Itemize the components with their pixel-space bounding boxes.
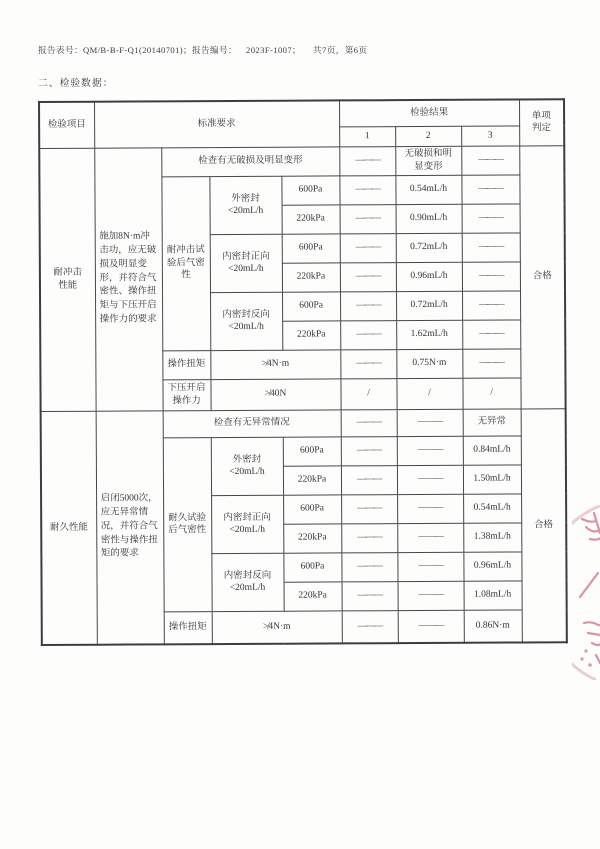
result-3: ——— bbox=[462, 348, 520, 377]
result-3: 0.86N·m bbox=[464, 609, 522, 642]
result-1: ——— bbox=[340, 291, 396, 320]
impact-check-result-2: 无破损和明显变形 bbox=[395, 146, 461, 175]
result-1: ——— bbox=[340, 204, 396, 233]
result-3: ——— bbox=[462, 203, 520, 232]
result-1: ——— bbox=[340, 320, 396, 349]
result-1: ——— bbox=[341, 552, 397, 581]
result-2: 0.72mL/h bbox=[396, 233, 462, 262]
result-3: 0.84mL/h bbox=[463, 435, 521, 464]
table-row bbox=[39, 145, 564, 177]
result-2: 0.96mL/h bbox=[396, 262, 462, 291]
result-2: ——— bbox=[397, 552, 463, 581]
result-3: 1.08mL/h bbox=[464, 580, 522, 609]
result-2: 0.90mL/h bbox=[396, 204, 462, 233]
result-3: 1.50mL/h bbox=[463, 464, 521, 493]
result-3: 0.54mL/h bbox=[463, 493, 521, 522]
header-inspection-item: 检验项目 bbox=[39, 102, 94, 148]
result-3: 1.38mL/h bbox=[463, 522, 521, 551]
durability-check-label: 检查有无异常情况 bbox=[163, 409, 341, 437]
durability-judgment: 合格 bbox=[521, 408, 567, 642]
durability-airtightness-label: 耐久试验后气密性 bbox=[163, 437, 212, 611]
pressure-label: 600Pa bbox=[281, 175, 339, 204]
pressure-label: 220kPa bbox=[282, 262, 340, 291]
impact-airtightness-label: 耐冲击试验后气密性 bbox=[161, 176, 210, 350]
page-count: 共7页，第6页 bbox=[313, 45, 368, 55]
result-2: 1.62mL/h bbox=[396, 320, 462, 349]
impact-check-result-3: ——— bbox=[461, 145, 519, 174]
impact-torque-label: 操作扭矩 bbox=[162, 350, 210, 379]
result-1: ——— bbox=[342, 581, 398, 610]
press-open-force-label: 下压开启操作力 bbox=[162, 379, 210, 410]
result-1: ——— bbox=[341, 523, 397, 552]
result-1: / bbox=[340, 378, 396, 409]
pressure-label: 600Pa bbox=[283, 436, 341, 465]
header-result-col-1: 1 bbox=[339, 126, 395, 146]
result-2: ——— bbox=[398, 610, 464, 643]
header-item-judgment: 单项判定 bbox=[519, 99, 564, 145]
result-2: 0.54mL/h bbox=[395, 175, 461, 204]
pressure-label: 600Pa bbox=[282, 233, 340, 262]
result-3: ——— bbox=[462, 232, 520, 261]
result-3: ——— bbox=[462, 261, 520, 290]
durability-inner-seal-forward-label: 内密封正向 <20mL/h bbox=[211, 495, 283, 553]
pressure-label: 600Pa bbox=[282, 291, 340, 320]
result-2: ——— bbox=[397, 494, 463, 523]
result-3: 0.96mL/h bbox=[463, 551, 521, 580]
press-open-force-standard: ≯40N bbox=[210, 378, 340, 410]
impact-check-label: 检查有无破损及明显变形 bbox=[161, 146, 339, 176]
form-number-label: 报告表号： bbox=[38, 45, 83, 55]
report-number-value: 2023F-1007； bbox=[246, 45, 302, 55]
result-3: / bbox=[462, 377, 520, 408]
durability-torque-standard: ≯4N·m bbox=[212, 610, 342, 644]
impact-check-result-1: ——— bbox=[339, 146, 395, 175]
result-1: ——— bbox=[341, 494, 397, 523]
inspection-table-wrapper bbox=[38, 98, 568, 646]
result-2: ——— bbox=[398, 581, 464, 610]
pressure-label: 220kPa bbox=[282, 320, 340, 349]
result-2: ——— bbox=[397, 523, 463, 552]
result-2: ——— bbox=[397, 465, 463, 494]
durability-inner-seal-reverse-label: 内密封反向 <20mL/h bbox=[211, 553, 283, 611]
durability-outer-seal-label: 外密封 <20mL/h bbox=[211, 437, 283, 495]
result-1: ——— bbox=[339, 175, 395, 204]
result-3: ——— bbox=[462, 290, 520, 319]
header-inspection-results: 检验结果 bbox=[339, 99, 519, 126]
header-result-col-2: 2 bbox=[395, 126, 461, 146]
impact-torque-standard: ≯4N·m bbox=[210, 349, 340, 379]
pressure-label: 600Pa bbox=[283, 494, 341, 523]
section-title: 二、检验数据： bbox=[38, 78, 114, 89]
pressure-label: 220kPa bbox=[282, 204, 340, 233]
result-2: 0.75N·m bbox=[396, 349, 462, 378]
durability-torque-label: 操作扭矩 bbox=[164, 611, 212, 644]
durability-check-result-2: ——— bbox=[397, 409, 463, 436]
result-1: ——— bbox=[341, 436, 397, 465]
result-3: ——— bbox=[462, 319, 520, 348]
red-seal-stamp-fragment bbox=[572, 505, 600, 680]
item-impact-performance: 耐冲击性能 bbox=[39, 148, 95, 411]
result-1: ——— bbox=[340, 262, 396, 291]
item-durability-performance: 耐久性能 bbox=[41, 411, 97, 645]
impact-inner-seal-reverse-label: 内密封反向 <20mL/h bbox=[210, 292, 282, 350]
result-1: ——— bbox=[340, 349, 396, 378]
durability-requirement-text: 启闭5000次，应无异常情况，并符合气密性与操作扭矩的要求 bbox=[96, 410, 164, 644]
result-1: ——— bbox=[341, 465, 397, 494]
table-row bbox=[41, 408, 566, 438]
pressure-label: 600Pa bbox=[283, 552, 341, 581]
durability-check-result-1: ——— bbox=[341, 409, 397, 436]
result-2: / bbox=[396, 378, 462, 409]
result-2: ——— bbox=[397, 436, 463, 465]
result-2: 0.72mL/h bbox=[396, 291, 462, 320]
result-1: ——— bbox=[342, 610, 398, 643]
table-header-row-1 bbox=[39, 99, 564, 128]
pressure-label: 220kPa bbox=[283, 465, 341, 494]
durability-check-result-3: 无异常 bbox=[463, 408, 521, 435]
pressure-label: 220kPa bbox=[283, 523, 341, 552]
impact-outer-seal-label: 外密封 <20mL/h bbox=[209, 176, 281, 234]
form-number-value: QM/B-B-F-Q1(20140701)； bbox=[82, 45, 193, 55]
pressure-label: 220kPa bbox=[284, 581, 342, 610]
inspection-data-table bbox=[38, 98, 568, 646]
report-number-label: 报告编号： bbox=[192, 45, 238, 55]
result-3: ——— bbox=[461, 174, 519, 203]
impact-inner-seal-forward-label: 内密封正向 <20mL/h bbox=[210, 234, 282, 292]
report-meta-line bbox=[38, 44, 578, 56]
header-result-col-3: 3 bbox=[461, 125, 519, 145]
result-1: ——— bbox=[340, 233, 396, 262]
impact-requirement-text: 施加8N·m冲击功，应无破损及明显变形，并符合气密性、操作扭矩与下压开启操作力的要求 bbox=[94, 147, 162, 410]
impact-judgment: 合格 bbox=[519, 145, 565, 408]
header-standard-requirement: 标准要求 bbox=[94, 100, 339, 147]
